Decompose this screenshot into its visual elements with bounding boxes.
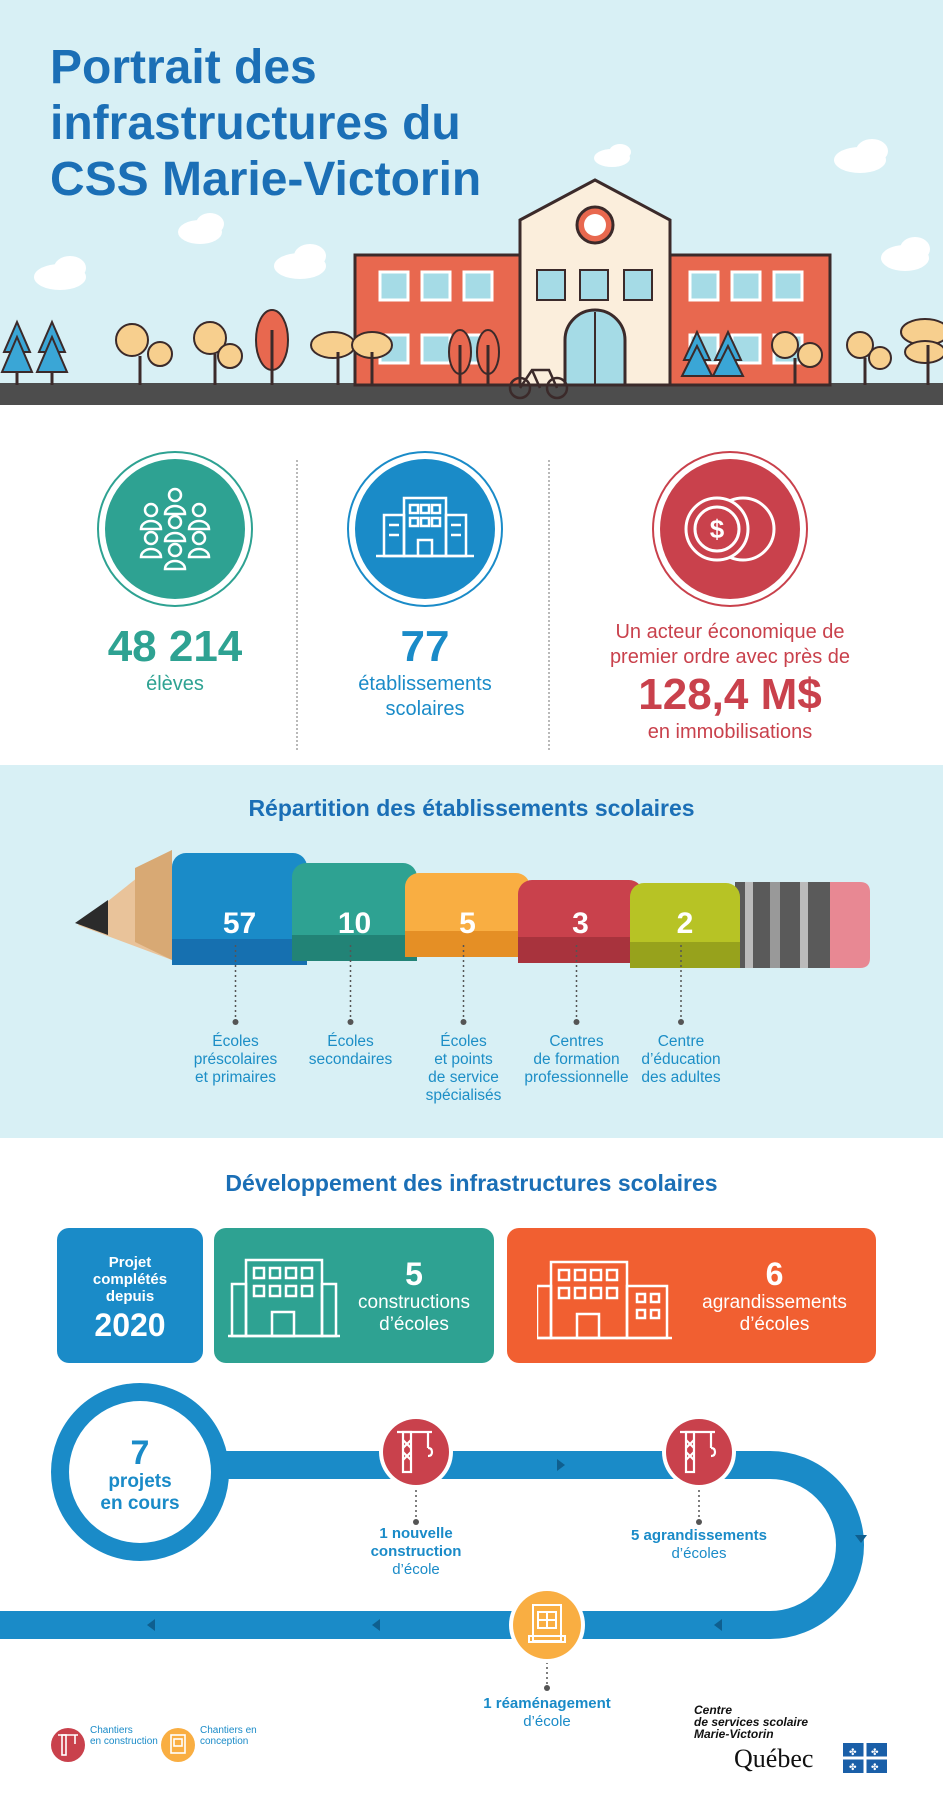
section-title: Développement des infrastructures scolaires [225,1170,718,1196]
legend-label: en construction [90,1736,158,1747]
segment-label-line: Centres [549,1033,604,1050]
segment-label-line: d’éducation [641,1051,721,1068]
svg-text:✤: ✤ [849,1763,857,1773]
establishments-label-line: scolaires [385,698,465,720]
crane-icon [383,1419,449,1485]
legend-conception [200,1725,280,1747]
segment-label-line: secondaires [308,1051,393,1068]
legend-construction [90,1725,170,1747]
economic-intro-line: Un acteur économique de [615,621,845,643]
title-line: infrastructures du [50,97,461,150]
legend-label: Chantiers en [200,1725,257,1736]
segment-label-line: de service [428,1069,499,1086]
agrandissements-label-line: agrandissements [702,1292,847,1313]
milestone-text: d’école [523,1713,571,1730]
milestone-text: 5 agrandissements [631,1527,767,1544]
quebec-wordmark: Québec [734,1744,814,1773]
segment-label-line: et primaires [195,1069,276,1086]
segment-label-line: Écoles [212,1033,259,1050]
org-name-line: Centre [694,1703,733,1717]
legend-label: conception [200,1736,249,1747]
milestone-text: 1 réaménagement [483,1695,611,1712]
segment-label-line: Écoles [440,1033,487,1050]
economic-value: 128,4 M$ [638,670,822,719]
legend-label: Chantiers [90,1725,133,1736]
establishments-label-line: établissements [358,673,492,695]
completed-year: 2020 [94,1307,166,1343]
svg-text:✤: ✤ [871,1748,879,1758]
establishments-count: 77 [400,622,450,671]
constructions-label-line: d’écoles [379,1314,449,1335]
title-line: CSS Marie-Victorin [50,153,482,206]
agrandissements-count: 6 [765,1256,784,1292]
milestone-extensions [614,1527,784,1563]
segment-value: 10 [337,907,372,940]
segment-label-line: de formation [533,1051,620,1068]
segment-label-line: préscolaires [193,1051,278,1068]
crane-icon [666,1419,732,1485]
svg-text:$: $ [709,514,725,544]
constructions-label-line: constructions [358,1292,470,1313]
milestone-redevelopment [462,1695,632,1731]
segment-label-line: et points [434,1051,493,1068]
projects-in-progress-label: projets [108,1471,172,1492]
org-name-line: de services scolaire [694,1715,809,1729]
segment-value: 2 [676,907,694,940]
agrandissements-label-line: d’écoles [739,1314,810,1335]
completed-label-line: Projet [108,1254,152,1271]
constructions-count: 5 [405,1256,423,1292]
section-title: Répartition des établissements scolaires [248,795,695,821]
organization-logo [694,1703,894,1773]
milestone-text: construction [370,1543,462,1560]
students-label: élèves [146,673,204,695]
quebec-flag-icon [843,1743,887,1773]
segment-label-line: Centre [657,1033,705,1050]
projects-in-progress-label: en cours [100,1493,180,1514]
milestone-new-construction [346,1525,486,1579]
projects-in-progress-count: 7 [130,1434,150,1472]
segment-label-line: des adultes [641,1069,721,1086]
segment-label-line: professionnelle [524,1069,629,1086]
completed-label-line: depuis [105,1288,155,1305]
crane-icon [51,1728,85,1762]
milestone-text: d’écoles [671,1545,727,1562]
segment-value: 3 [572,907,589,940]
milestone-text: 1 nouvelle [379,1525,453,1542]
economic-intro-line: premier ordre avec près de [609,646,851,668]
segment-value: 57 [222,907,257,940]
org-name-line: Marie-Victorin [694,1727,774,1741]
title-line: Portrait des [50,41,317,94]
students-count: 48 214 [107,622,243,671]
projects-in-progress [70,1435,210,1515]
milestone-text: d’école [392,1561,440,1578]
segment-label-line: Écoles [327,1033,374,1050]
economic-label: en immobilisations [647,721,813,743]
segment-value: 5 [459,907,476,940]
segment-label-line: spécialisés [425,1087,502,1104]
completed-label-line: complétés [92,1271,168,1288]
svg-text:✤: ✤ [871,1763,879,1773]
svg-text:✤: ✤ [849,1748,857,1758]
